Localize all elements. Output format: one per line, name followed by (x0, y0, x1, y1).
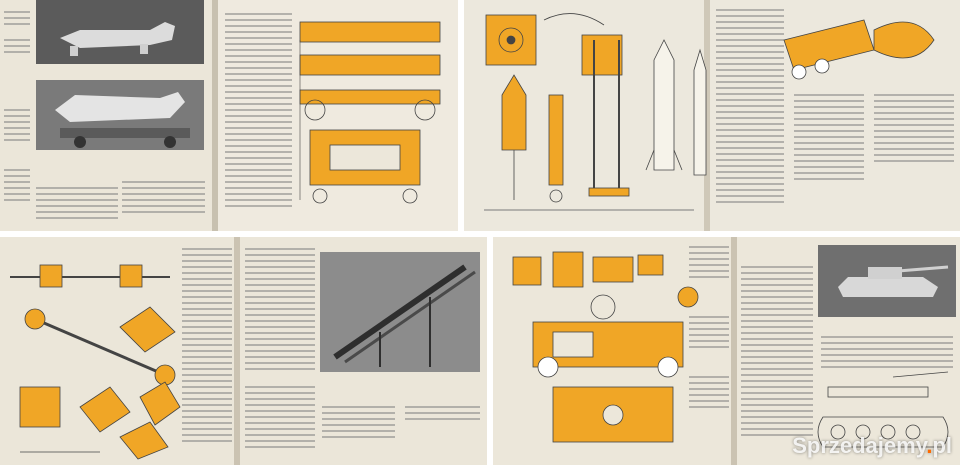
book-page-spread-1 (0, 0, 458, 231)
book-photo-4[interactable] (493, 237, 960, 465)
watermark-brand: Sprzedajemy (792, 433, 927, 458)
watermark (792, 433, 952, 459)
watermark-tld: pl (932, 433, 952, 458)
book-page-spread-2 (464, 0, 960, 231)
book-photo-1[interactable] (0, 0, 458, 231)
watermark-dot: . (926, 433, 933, 458)
book-page-spread-3 (0, 237, 487, 465)
book-page-spread-4 (493, 237, 960, 465)
book-photo-2[interactable] (464, 0, 960, 231)
book-photo-3[interactable] (0, 237, 487, 465)
